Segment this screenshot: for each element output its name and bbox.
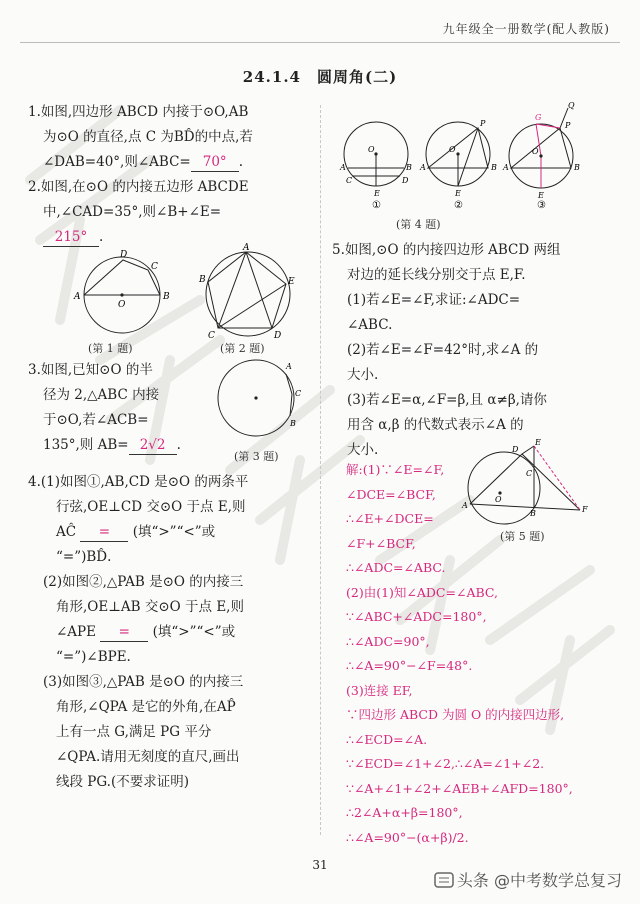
- q4-line10: 角形,∠QPA 是它的外角,在AP̂: [56, 699, 236, 715]
- q4-line12: ∠QPA.请用无刻度的直尺,画出: [56, 749, 240, 765]
- q4-line11: 上有一点 G,满足 PG 平分: [56, 724, 212, 740]
- q4-line5: (2)如图②,△PAB 是⊙O 的内接三: [43, 574, 244, 590]
- svg-text:A: A: [340, 163, 346, 172]
- svg-text:O: O: [449, 145, 456, 154]
- svg-text:B: B: [290, 419, 296, 428]
- q5-solution: [346, 458, 616, 850]
- svg-text:C: C: [295, 389, 302, 398]
- svg-text:O: O: [118, 300, 126, 310]
- solution-line: (3)连接 EF,: [346, 682, 413, 698]
- svg-text:P: P: [565, 121, 571, 130]
- q4-fill-hint-2: (填“>”“<”或: [152, 624, 236, 640]
- left-column: [28, 100, 310, 795]
- q3-text: 135°,则 AB=: [43, 437, 129, 453]
- figure-4-diagram: [336, 101, 586, 216]
- q2-end: .: [99, 229, 104, 245]
- solution-line: ∴∠A=90°−(α+β)/2.: [346, 829, 469, 845]
- q4-answer-1: =: [80, 523, 128, 542]
- section-title: 24.1.4 圆周角(二): [242, 68, 398, 86]
- svg-text:D: D: [120, 250, 128, 260]
- svg-text:O: O: [532, 147, 539, 156]
- source-watermark: [434, 868, 622, 891]
- svg-text:B: B: [163, 292, 170, 302]
- figure-1-diagram: [68, 250, 188, 340]
- solution-line: ∴∠ADC=∠ABC.: [346, 560, 446, 575]
- solution-line: ∴∠ECD=∠A.: [346, 731, 428, 747]
- solution-line: ∴∠A=90°−∠F=48°.: [346, 658, 473, 673]
- figures-1-2: [28, 243, 310, 355]
- q4-arc-ac: AĈ: [56, 524, 77, 540]
- q5-line1: 5.如图,⊙O 的内接四边形 ABCD 两组: [332, 242, 561, 258]
- svg-text:E: E: [535, 438, 541, 447]
- q4-line8: “=”)∠BPE.: [56, 649, 131, 665]
- q1-line2: 为⊙O 的直径,点 C 为BD̂的中点,若: [43, 129, 253, 145]
- svg-text:D: D: [512, 445, 519, 454]
- svg-text:E: E: [538, 191, 544, 200]
- q4-answer-2: =: [100, 623, 148, 642]
- q3-block: [28, 358, 310, 466]
- q4-line2: 行弦,OE⊥CD 交⊙O 于点 E,则: [56, 499, 246, 515]
- svg-text:A: A: [243, 243, 250, 253]
- solution-line: ∠DCE=∠BCF,: [346, 486, 436, 502]
- fig4-caption: (第 4 题): [396, 218, 441, 231]
- svg-text:B: B: [199, 275, 206, 285]
- svg-text:A: A: [420, 163, 426, 172]
- svg-text:E: E: [374, 189, 380, 198]
- svg-text:G: G: [535, 113, 542, 122]
- svg-text:O: O: [495, 495, 502, 504]
- page-header: 九年级全一册数学(配人教版): [442, 22, 610, 36]
- q1-line3: [28, 150, 310, 175]
- solution-line: ∵∠A+∠1+∠2+∠AEB+∠AFD=180°,: [346, 780, 573, 796]
- q5-block: [332, 238, 622, 463]
- q4-line1: 4.(1)如图①,AB,CD 是⊙O 的两条平: [28, 474, 249, 490]
- q2-line2: 中,∠CAD=35°,则∠B+∠E=: [43, 204, 222, 220]
- q4-fill-hint-1: (填“>”“<”或: [132, 524, 216, 540]
- svg-text:B: B: [530, 509, 536, 518]
- solution-line: ∴∠ADC=90°,: [346, 633, 430, 649]
- svg-text:A: A: [286, 362, 292, 371]
- q3-line1: 3.如图,已知⊙O 的半: [28, 362, 153, 378]
- solution-line: ∵∠ABC+∠ADC=180°,: [346, 609, 487, 624]
- svg-text:C: C: [208, 331, 215, 341]
- q4-line7: [28, 620, 310, 645]
- svg-text:O: O: [368, 145, 375, 154]
- q5-line7: (3)若∠E=α,∠F=β,且 α≠β,请你: [347, 392, 547, 408]
- fig2-caption: (第 2 题): [220, 342, 265, 355]
- q1-end: .: [238, 154, 244, 170]
- q3-end: .: [176, 437, 181, 453]
- fig4-number-1: ①: [372, 200, 381, 211]
- column-divider: [320, 105, 321, 835]
- svg-text:C: C: [151, 262, 158, 272]
- figure-4-group: [336, 101, 586, 236]
- svg-text:A: A: [74, 292, 81, 302]
- svg-text:A: A: [503, 163, 509, 172]
- q4-line9: (3)如图③,△PAB 是⊙O 的内接三: [43, 674, 244, 690]
- svg-text:E: E: [455, 189, 461, 198]
- watermark-text: 头条 @中考数学总复习: [456, 871, 622, 890]
- q5-line5: (2)若∠E=∠F=42°时,求∠A 的: [347, 342, 539, 358]
- solution-line: ∴∠E+∠DCE=: [346, 511, 434, 526]
- fig4-number-2: ②: [454, 200, 463, 211]
- q4-angle-ape: ∠APE: [56, 624, 96, 640]
- figure-2-diagram: [198, 242, 298, 342]
- q3-line3: 于⊙O,若∠ACB=: [43, 412, 149, 428]
- page-number: 31: [312, 858, 328, 872]
- fig1-caption: (第 1 题): [88, 342, 133, 355]
- q1-text: ∠DAB=40°,则∠ABC=: [43, 154, 191, 170]
- svg-text:Q: Q: [568, 101, 575, 110]
- solution-line: (2)由(1)知∠ADC=∠ABC,: [346, 584, 498, 600]
- q3-answer: 2√2: [129, 436, 177, 455]
- q4-line6: 角形,OE⊥AB 交⊙O 于点 E,则: [56, 599, 244, 615]
- q2-answer: 215°: [43, 228, 99, 247]
- q5-line8: 用含 α,β 的代数式表示∠A 的: [347, 417, 524, 433]
- q1-line1: 1.如图,四边形 ABCD 内接于⊙O,AB: [28, 104, 249, 120]
- svg-text:D: D: [274, 331, 282, 341]
- toutiao-logo-icon: [434, 872, 454, 888]
- svg-text:B: B: [574, 163, 580, 172]
- svg-text:D: D: [402, 176, 409, 185]
- q1-answer: 70°: [191, 153, 239, 172]
- solution-line: ∵∠ECD=∠1+∠2,∴∠A=∠1+∠2.: [346, 756, 545, 771]
- fig4-number-3: ③: [537, 200, 546, 211]
- q5-line9: 大小.: [347, 442, 379, 458]
- solution-line: 解:(1)∵∠E=∠F,: [346, 462, 445, 477]
- q5-line4: ∠ABC.: [347, 317, 393, 333]
- svg-text:B: B: [406, 163, 412, 172]
- svg-text:C: C: [526, 469, 533, 478]
- solution-line: ∴2∠A+α+β=180°,: [346, 805, 463, 820]
- q5-line3: (1)若∠E=∠F,求证:∠ADC=: [347, 292, 521, 308]
- figure-3-diagram: [214, 354, 304, 444]
- svg-text:B: B: [491, 163, 497, 172]
- solution-line: ∵四边形 ABCD 为圆 O 的内接四边形,: [346, 707, 565, 722]
- q3-line2: 径为 2,△ABC 内接: [43, 387, 160, 403]
- q4-line3: [28, 520, 310, 545]
- q5-line6: 大小.: [347, 367, 379, 383]
- svg-text:A: A: [462, 501, 468, 510]
- q4-block: [28, 470, 310, 795]
- solution-line: ∠F+∠BCF,: [346, 535, 416, 551]
- fig3-caption: (第 3 题): [234, 450, 279, 463]
- q4-line4: “=”)BD̂.: [56, 549, 112, 565]
- q2-line1: 2.如图,在⊙O 的内接五边形 ABCDE: [28, 179, 249, 195]
- fig5-caption: (第 5 题): [500, 530, 545, 543]
- q5-line2: 对边的延长线分别交于点 E,F.: [347, 267, 526, 283]
- svg-text:P: P: [480, 119, 486, 128]
- header-rule: [20, 42, 620, 43]
- q4-line13: 线段 PG.(不要求证明): [56, 774, 190, 790]
- svg-text:E: E: [288, 277, 295, 287]
- svg-text:C: C: [346, 176, 353, 185]
- svg-text:F: F: [582, 505, 588, 514]
